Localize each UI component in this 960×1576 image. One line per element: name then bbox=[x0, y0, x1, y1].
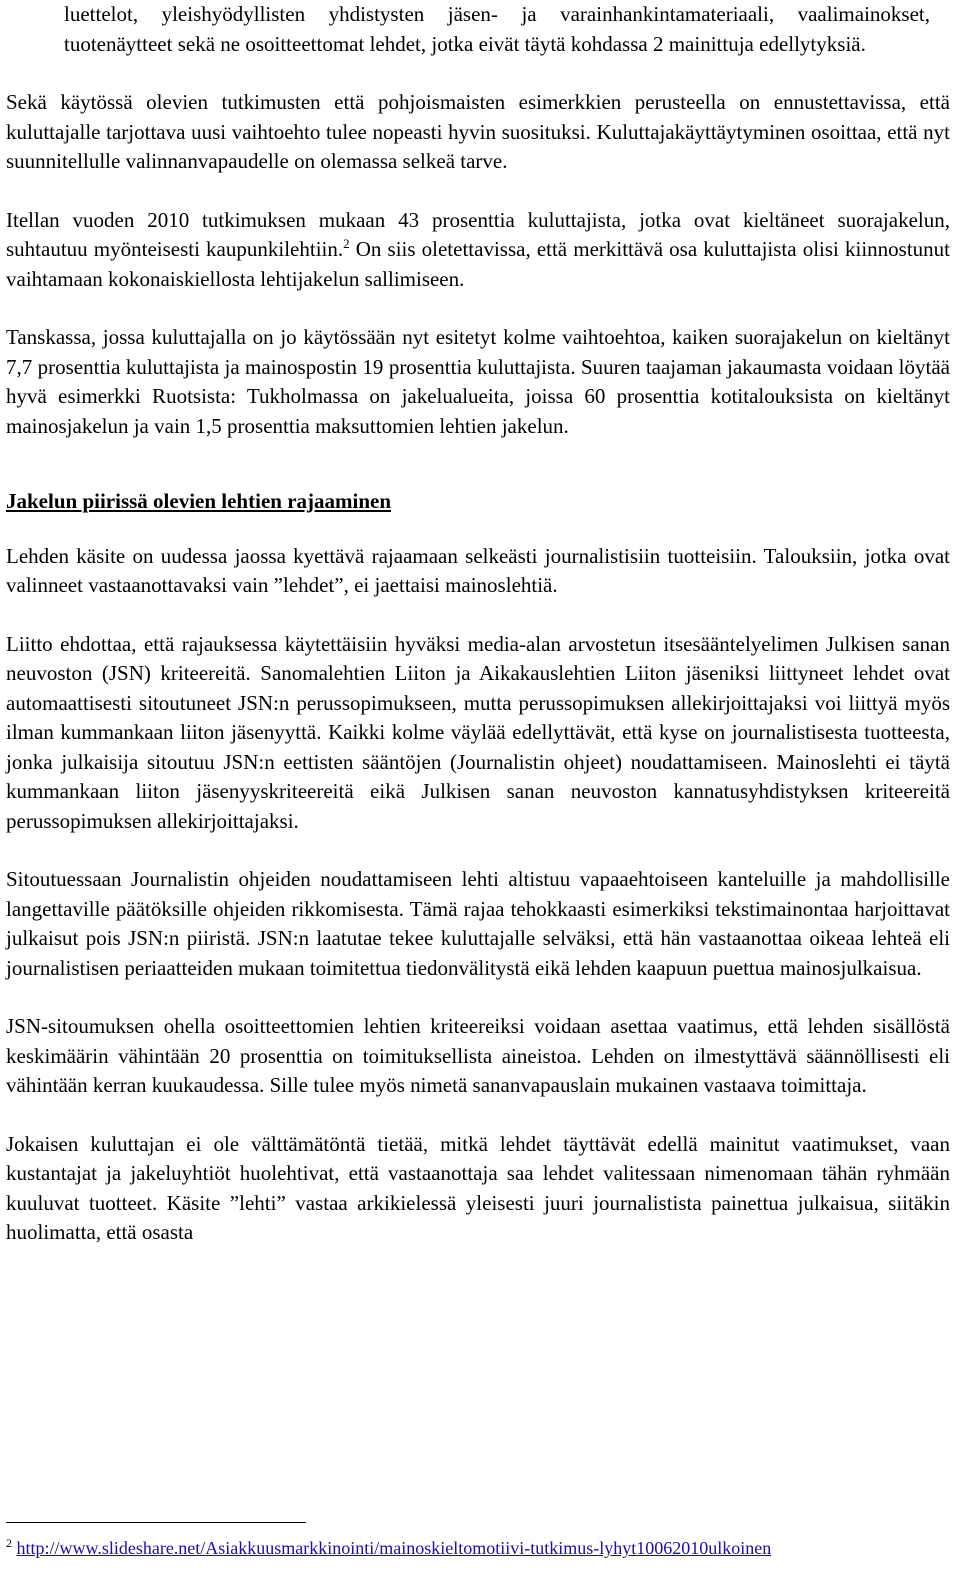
footnote-link[interactable]: http://www.slideshare.net/Asiakkuusmarkkinointi/mainoskieltomotiivi-tutkimus-lyhyt10062010ulkoinen bbox=[16, 1538, 772, 1558]
footnote bbox=[6, 1536, 946, 1560]
paragraph-itella-survey bbox=[6, 206, 950, 295]
itella-survey-text: Itellan vuoden 2010 tutkimuksen mukaan 43 prosenttia kuluttajista, jotka ovat kieltäneet suorajakelun, suhtautuu myönteisesti kaupunkilehtiin. bbox=[6, 207, 950, 261]
paragraph-continuation: luettelot, yleishyödyllisten yhdistysten jäsen- ja varainhankintamateriaali, vaalimainokset, tuotenäytteet sekä ne osoitteettomat lehdet, jotka eivät täytä kohdassa 2 mainittuja edellytyksiä. bbox=[64, 2, 930, 56]
paragraph-consumer-awareness: Jokaisen kuluttajan ei ole välttämätöntä tietää, mitkä lehdet täyttävät edellä mainitut vaatimukset, vaan kustantajat ja jakeluyhtiöt huolehtivat, että vastaanottaja saa lehdet valitessaan nimenomaan tähän ryhmään kuuluvat tuotteet. Käsite ”lehti” vastaa arkikielessä yleisesti juuri journalistista painettua julkaisua, siitäkin huolimatta, että osasta bbox=[6, 1131, 950, 1244]
footnote-reference[interactable]: 2 bbox=[343, 236, 350, 251]
itella-survey-text-cont: On siis oletettavissa, että merkittävä osa kuluttajista olisi kiinnostunut vaihtamaan kokonaiskiellosta lehtijakelun sallimiseen. bbox=[6, 237, 950, 291]
paragraph-denmark-sweden: Tanskassa, jossa kuluttajalla on jo käytössään nyt esitetyt kolme vaihtoehtoa, kaiken suorajakelun on kieltänyt 7,7 prosenttia kuluttajista ja mainospostin 19 prosenttia kuluttajista. Suuren taajaman jakaumasta voidaan löytää hyvä esimerkki Ruotsista: Tukholmassa on jakelualueita, joissa 60 prosenttia kotitalouksista on kieltänyt mainosjakelun ja vain 1,5 prosenttia maksuttomien lehtien jakelun. bbox=[6, 325, 950, 438]
document-page bbox=[6, 0, 950, 1248]
footnote-number: 2 bbox=[6, 1536, 12, 1550]
section-heading: Jakelun piirissä olevien lehtien rajaaminen bbox=[6, 489, 392, 513]
paragraph-survey-basis: Sekä käytössä olevien tutkimusten että pohjoismaisten esimerkkien perusteella on ennustettavissa, että kuluttajalle tarjottava uusi vaihtoehto tulee nopeasti hyvin suosituksi. Kuluttajakäyttäytyminen osoittaa, että nyt suunnitellulle valinnanvapaudelle on olemassa selkeä tarve. bbox=[6, 90, 950, 173]
paragraph-jsn-criteria: Liitto ehdottaa, että rajauksessa käytettäisiin hyväksi media-alan arvostetun itsesääntelyelimen Julkisen sanan neuvoston (JSN) kriteereitä. Sanomalehtien Liiton ja Aikakauslehtien Liiton jäseniksi liittyneet lehdet ovat automaattisesti sitoutuneet JSN:n perussopimukseen, mutta perussopimuksen allekirjoittajaksi voi liittyä myös ilman kummankaan liiton jäsenyyttä. Kaikki kolme väylää edellyttävät, että kyse on journalistisesta tuotteesta, jonka julkaisija sitoutuu JSN:n eettisten sääntöjen (Journalistin ohjeet) noudattamiseen. Mainoslehti ei täytä kummankaan liiton jäsenyyskriteereitä eikä Julkisen sanan neuvoston kannatusyhdistyksen kriteereitä perussopimuksen allekirjoittajaksi. bbox=[6, 631, 950, 833]
paragraph-newspaper-concept: Lehden käsite on uudessa jaossa kyettävä rajaamaan selkeästi journalistisiin tuotteisiin. Talouksiin, jotka ovat valinneet vastaanottavaksi vain ”lehdet”, ei jaettaisi mainoslehtiä. bbox=[6, 543, 950, 597]
paragraph-journalist-guidelines: Sitoutuessaan Journalistin ohjeiden noudattamiseen lehti altistuu vapaaehtoiseen kanteluille ja mahdollisille langettaville päätöksille ohjeiden rikkomisesta. Tämä rajaa tehokkaasti esimerkiksi tekstimainontaa harjoittavat julkaisut pois JSN:n piiristä. JSN:n laatutae tekee kuluttajalle selväksi, että hän vastaanottaa oikeaa lehteä eli journalistisen periaatteiden mukaan toimitettua tiedonvälitystä eikä lehden kaapuun puettua mainosjulkaisua. bbox=[6, 867, 950, 980]
paragraph-editorial-share: JSN-sitoumuksen ohella osoitteettomien lehtien kriteereiksi voidaan asettaa vaatimus, että lehden sisällöstä keskimäärin vähintään 20 prosenttia on toimituksellista aineistoa. Lehden on ilmestyttävä säännöllisesti eli vähintään kerran kuukaudessa. Sille tulee myös nimetä sananvapauslain mukainen vastaava toimittaja. bbox=[6, 1014, 950, 1097]
footnote-divider bbox=[6, 1522, 306, 1523]
